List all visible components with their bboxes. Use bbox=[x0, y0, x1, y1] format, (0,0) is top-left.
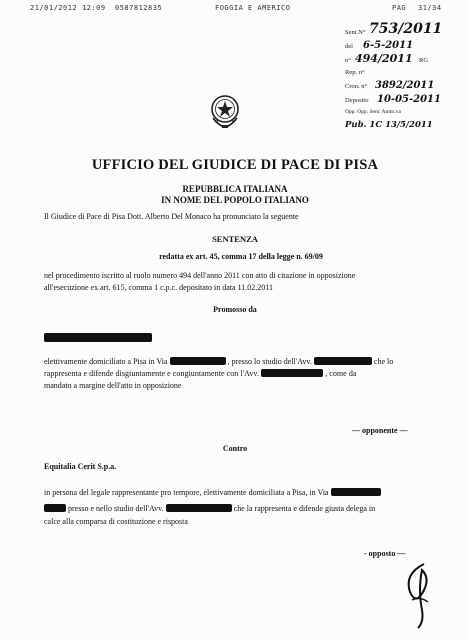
sent-label: Sent.N° bbox=[345, 29, 366, 36]
attore-line-1-b: , presso lo studio dell'Avv. bbox=[227, 357, 312, 366]
attore-line-1-c: che lo bbox=[373, 357, 394, 366]
fax-page-label: PAG bbox=[392, 4, 407, 12]
cron-label: Cron. n° bbox=[345, 83, 368, 90]
republic-line-1: REPUBBLICA ITALIANA bbox=[182, 184, 288, 194]
rg-suffix: RG bbox=[419, 57, 429, 64]
attore-line-2-a: rappresenta e difende disgiuntamente e congiuntamente con l'Avv. bbox=[44, 369, 260, 378]
contro-heading: Contro bbox=[222, 444, 248, 453]
fax-number: 0587812835 bbox=[115, 4, 163, 12]
attore-line-2 bbox=[44, 368, 424, 379]
redacted-party-name bbox=[44, 333, 152, 342]
convenuto-line-2-a: presso e nello studio dell'Avv. bbox=[68, 504, 164, 513]
redacted-street-2 bbox=[331, 488, 381, 496]
italian-emblem-icon bbox=[209, 92, 241, 130]
sent-value: 753/2011 bbox=[369, 21, 443, 37]
attore-line-1 bbox=[44, 356, 424, 367]
sentenza-subheading: redatta ex art. 45, comma 17 della legge n. 69/09 bbox=[159, 252, 323, 261]
del-value: 6-5-2011 bbox=[363, 40, 414, 51]
convenuto-line-1 bbox=[44, 487, 424, 498]
sentenza-heading: SENTENZA bbox=[212, 234, 258, 244]
redacted-street-number bbox=[44, 504, 66, 512]
republic-line-2: IN NOME DEL POPOLO ITALIANO bbox=[161, 195, 309, 205]
deposito-value: 10-05-2011 bbox=[377, 94, 441, 105]
redacted-lawyer-2 bbox=[261, 369, 323, 377]
page-title: UFFICIO DEL GIUDICE DI PACE DI PISA bbox=[91, 157, 379, 173]
convenuto-line-3: calce alla comparsa di costituzione e risposta bbox=[44, 517, 188, 526]
fax-page-value: 31/34 bbox=[418, 4, 442, 12]
opposto-label: - opposto — bbox=[364, 549, 406, 558]
cron-value: 3892/2011 bbox=[375, 80, 435, 91]
fax-date: 21/01/2012 bbox=[30, 4, 78, 12]
intro-text: Il Giudice di Pace di Pisa Dott. Alberto Del Monaco ha pronunciato la seguente bbox=[44, 212, 299, 221]
registry-stamp bbox=[345, 18, 460, 131]
redacted-street bbox=[170, 357, 226, 365]
fax-time: 12:09 bbox=[82, 4, 106, 12]
redacted-lawyer-1 bbox=[314, 357, 372, 365]
convenuto-name: Equitalia Cerit S.p.a. bbox=[44, 462, 117, 471]
convenuto-line-2 bbox=[44, 503, 424, 514]
convenuto-line-2-b: che la rappresenta e difende giusta delega in bbox=[233, 504, 376, 513]
pub-value: Pub. 1C 13/5/2011 bbox=[345, 120, 433, 130]
opponente-label: — opponente — bbox=[352, 426, 408, 435]
promosso-heading: Promosso da bbox=[213, 305, 257, 314]
redacted-lawyer-3 bbox=[166, 504, 232, 512]
attore-line-3: mandato a margine dell'atto in opposizione bbox=[44, 381, 182, 390]
handwritten-signature bbox=[398, 560, 438, 630]
convenuto-line-1-text: in persona del legale rappresentante pro tempore, elettivamente domiciliata a Pisa, in Via bbox=[44, 488, 329, 497]
rg-prefix: n° bbox=[345, 57, 351, 64]
rg-value: 494/2011 bbox=[355, 52, 413, 65]
fax-sender: FOGGIA E AMERICO bbox=[215, 4, 291, 12]
opp-label: Opp. Opp. Sent. Amm.va bbox=[345, 109, 401, 115]
procedimento-line-1: nel procedimento iscritto al ruolo numero 494 dell'anno 2011 con atto di citazione in opposizione bbox=[44, 271, 356, 280]
procedimento-line-2: all'esecuzione ex art. 615, comma 1 c.p.c. depositato in data 11.02.2011 bbox=[44, 283, 273, 292]
del-label: del bbox=[345, 43, 353, 50]
rep-label: Rep. n° bbox=[345, 69, 365, 76]
attore-line-1-a: elettivamente domiciliato a Pisa in Via bbox=[44, 357, 168, 366]
attore-line-2-b: , come da bbox=[325, 369, 357, 378]
deposito-label: Deposito bbox=[345, 97, 369, 104]
